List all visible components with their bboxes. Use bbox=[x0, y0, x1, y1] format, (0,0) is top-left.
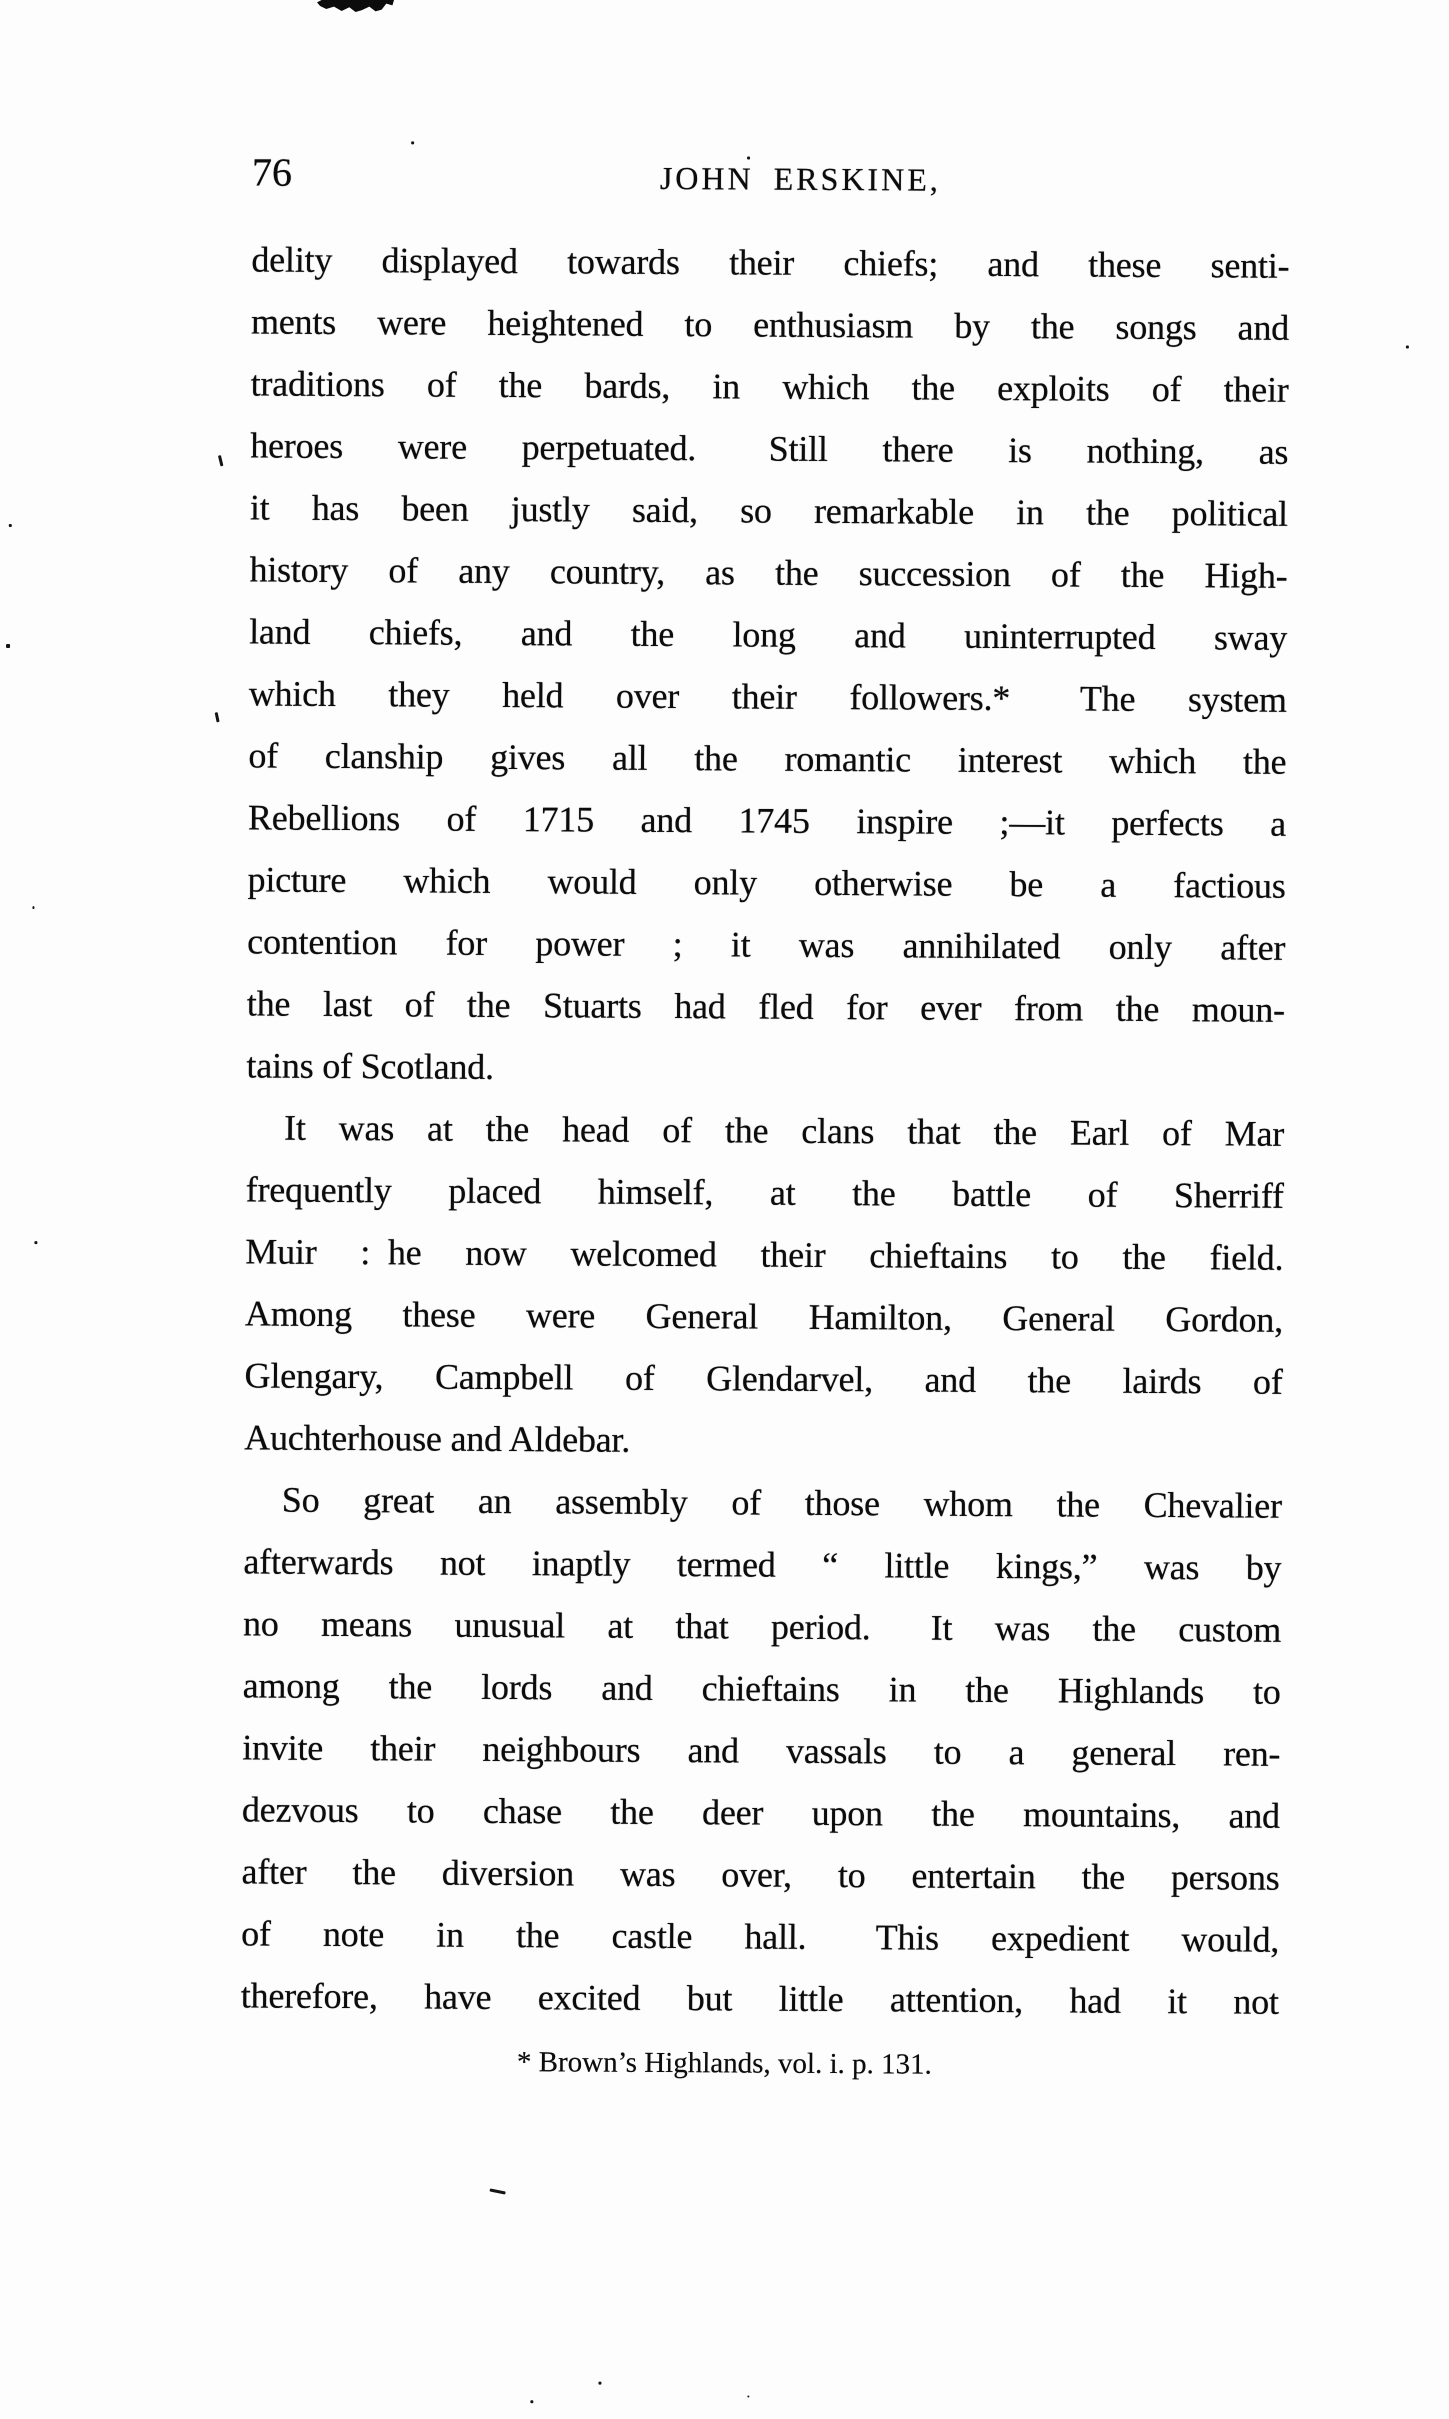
scan-speck bbox=[218, 455, 224, 466]
text-line: land chiefs, and the long and uninterrupted sway bbox=[249, 611, 1288, 658]
running-title: JOHN ERSKINE, bbox=[659, 159, 941, 198]
text-line: after the diversion was over, to entertain the persons bbox=[241, 1851, 1280, 1898]
paragraph bbox=[241, 1468, 1282, 2032]
text-line: delity displayed towards their chiefs; and these senti- bbox=[251, 239, 1290, 286]
text-line: traditions of the bards, in which the exploits of their bbox=[250, 363, 1289, 410]
text-line: heroes were perpetuated. Still there is nothing, as bbox=[250, 425, 1289, 472]
scan-speck bbox=[1406, 345, 1409, 348]
text-line: It was at the head of the clans that the Earl of Mar bbox=[283, 1107, 1285, 1154]
text-line: it has been justly said, so remarkable in the political bbox=[249, 487, 1289, 534]
text-line: Muir : he now welcomed their chieftains to the field. bbox=[245, 1231, 1284, 1278]
text-line: contention for power ; it was annihilated only after bbox=[247, 921, 1286, 968]
scan-speck bbox=[747, 156, 750, 159]
scan-speck bbox=[34, 1241, 37, 1244]
body-text bbox=[241, 228, 1290, 2032]
text-line: which they held over their followers.* The system bbox=[248, 673, 1287, 720]
footnote-text: * Brown’s Highlands, vol. i. p. 131. bbox=[516, 2046, 932, 2081]
text-line: of note in the castle hall. This expedient would, bbox=[241, 1913, 1280, 1960]
text-line: therefore, have excited but little attention, had it not bbox=[240, 1975, 1279, 2022]
text-line: So great an assembly of those whom the Chevalier bbox=[281, 1479, 1282, 1526]
text-line: Glengary, Campbell of Glendarvel, and the lairds of bbox=[244, 1355, 1283, 1402]
scan-speck bbox=[598, 2382, 601, 2385]
paragraph bbox=[244, 1096, 1284, 1474]
text-line: history of any country, as the succession of the High- bbox=[249, 549, 1288, 596]
scan-speck bbox=[530, 2400, 533, 2403]
text-line: ments were heightened to enthusiasm by the songs and bbox=[250, 301, 1290, 348]
text-line: among the lords and chieftains in the Highlands to bbox=[242, 1665, 1281, 1712]
text-line: the last of the Stuarts had fled for ever from the moun- bbox=[246, 983, 1285, 1030]
text-line: afterwards not inaptly termed “ little kings,” was by bbox=[243, 1541, 1282, 1588]
scan-speck bbox=[411, 141, 414, 144]
scan-speck bbox=[489, 2188, 505, 2194]
scan-speck bbox=[747, 2396, 749, 2398]
footnote bbox=[240, 2042, 1278, 2084]
running-head bbox=[252, 150, 1290, 204]
page-number: 76 bbox=[251, 149, 293, 195]
scan-speck bbox=[9, 524, 12, 527]
paragraph bbox=[246, 228, 1289, 1102]
scan-speck bbox=[32, 906, 34, 909]
text-line: invite their neighbours and vassals to a general ren- bbox=[242, 1727, 1281, 1774]
text-line: Among these were General Hamilton, General Gordon, bbox=[244, 1293, 1284, 1340]
text-line: frequently placed himself, at the battle of Sherriff bbox=[245, 1169, 1284, 1216]
text-line: Auchterhouse and Aldebar. bbox=[244, 1417, 631, 1460]
text-line: Rebellions of 1715 and 1745 inspire ;—it perfects a bbox=[247, 797, 1287, 844]
scan-speck bbox=[6, 644, 10, 648]
scan-speck bbox=[215, 712, 220, 722]
text-line: picture which would only otherwise be a factious bbox=[247, 859, 1286, 906]
text-line: no means unusual at that period. It was the custom bbox=[242, 1603, 1282, 1650]
text-line: dezvous to chase the deer upon the mountains, and bbox=[241, 1789, 1281, 1836]
text-line: tains of Scotland. bbox=[246, 1045, 494, 1087]
text-line: of clanship gives all the romantic interest which the bbox=[248, 735, 1287, 782]
